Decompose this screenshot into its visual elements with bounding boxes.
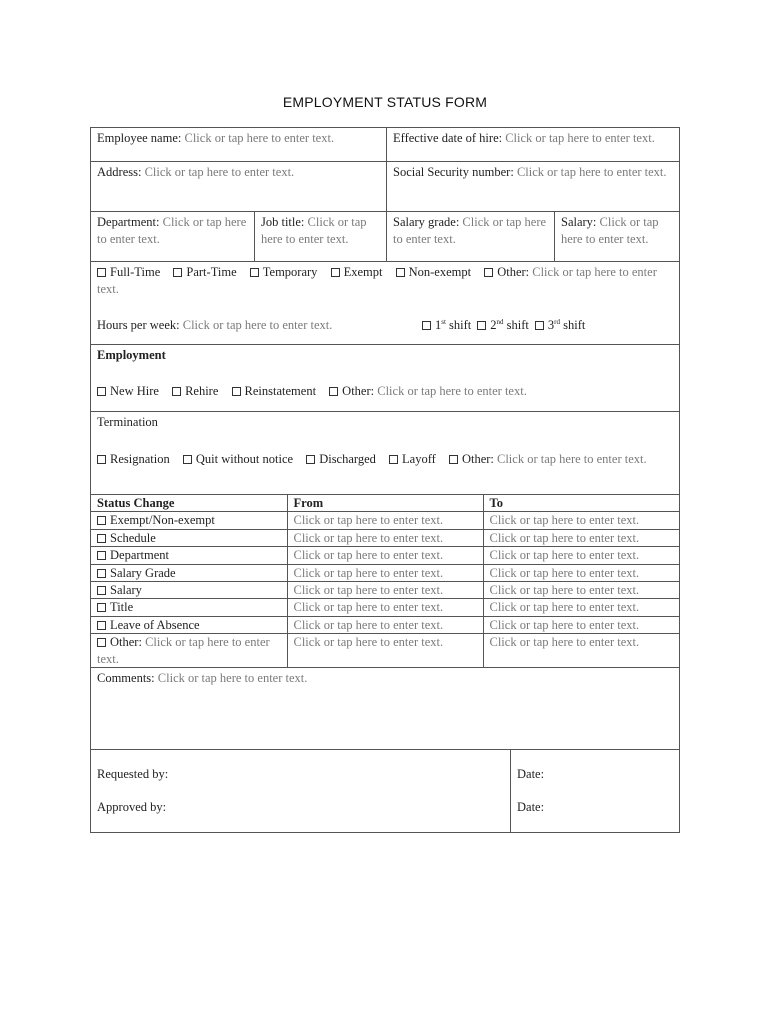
salary-grade-placeholder[interactable]: Click or tap here to enter text. bbox=[393, 215, 547, 246]
employee-name-field[interactable] bbox=[91, 128, 386, 161]
status-option[interactable]: Title bbox=[91, 599, 287, 616]
employment-heading: Employment bbox=[97, 348, 166, 362]
employment-options bbox=[91, 381, 679, 402]
salary-field[interactable] bbox=[554, 212, 679, 261]
exempt-option[interactable]: Exempt bbox=[331, 265, 383, 279]
checkbox[interactable] bbox=[97, 621, 106, 630]
salary-label: Salary: bbox=[561, 215, 597, 229]
row-dept-job-salary bbox=[91, 212, 679, 262]
status-change-table bbox=[91, 495, 679, 667]
layoff-option[interactable]: Layoff bbox=[389, 452, 436, 466]
from-placeholder[interactable]: Click or tap here to enter text. bbox=[287, 616, 483, 633]
checkbox[interactable] bbox=[97, 387, 106, 396]
ssn-field[interactable] bbox=[386, 162, 679, 211]
new-hire-option[interactable]: New Hire bbox=[97, 384, 159, 398]
status-option[interactable]: Leave of Absence bbox=[91, 616, 287, 633]
row-address-ssn bbox=[91, 162, 679, 212]
to-placeholder[interactable]: Click or tap here to enter text. bbox=[483, 547, 679, 564]
checkbox[interactable] bbox=[97, 569, 106, 578]
table-row bbox=[91, 599, 679, 616]
salary-grade-label: Salary grade: bbox=[393, 215, 460, 229]
status-option[interactable]: Department bbox=[91, 547, 287, 564]
address-placeholder[interactable]: Click or tap here to enter text. bbox=[144, 165, 295, 179]
approved-by-label[interactable]: Approved by: bbox=[97, 799, 167, 814]
to-placeholder[interactable]: Click or tap here to enter text. bbox=[483, 529, 679, 546]
row-comments bbox=[91, 668, 679, 750]
to-placeholder[interactable]: Click or tap here to enter text. bbox=[483, 512, 679, 529]
status-option[interactable]: Schedule bbox=[91, 529, 287, 546]
salary-placeholder[interactable]: Click or tap here to enter text. bbox=[561, 215, 659, 246]
checkbox[interactable] bbox=[396, 268, 405, 277]
checkbox[interactable] bbox=[422, 321, 431, 330]
checkbox[interactable] bbox=[97, 516, 106, 525]
department-label: Department: bbox=[97, 215, 160, 229]
checkbox[interactable] bbox=[449, 455, 458, 464]
approved-date-label[interactable]: Date: bbox=[517, 799, 545, 814]
from-placeholder[interactable]: Click or tap here to enter text. bbox=[287, 582, 483, 599]
employee-name-placeholder[interactable]: Click or tap here to enter text. bbox=[184, 131, 335, 145]
temporary-option[interactable]: Temporary bbox=[250, 265, 318, 279]
third-shift-option[interactable]: 3rd shift bbox=[535, 317, 585, 334]
non-exempt-option[interactable]: Non-exempt bbox=[396, 265, 471, 279]
effective-date-placeholder[interactable]: Click or tap here to enter text. bbox=[505, 131, 655, 145]
type-other-option[interactable]: Other: Click or tap here to enter text. bbox=[97, 265, 657, 296]
checkbox[interactable] bbox=[173, 268, 182, 277]
from-placeholder[interactable]: Click or tap here to enter text. bbox=[287, 512, 483, 529]
to-placeholder[interactable]: Click or tap here to enter text. bbox=[483, 582, 679, 599]
status-option[interactable]: Exempt/Non-exempt bbox=[91, 512, 287, 529]
to-placeholder[interactable]: Click or tap here to enter text. bbox=[483, 616, 679, 633]
checkbox[interactable] bbox=[232, 387, 241, 396]
full-time-option[interactable]: Full-Time bbox=[97, 265, 160, 279]
status-option[interactable]: Salary Grade bbox=[91, 564, 287, 581]
discharged-option[interactable]: Discharged bbox=[306, 452, 376, 466]
from-placeholder[interactable]: Click or tap here to enter text. bbox=[287, 564, 483, 581]
row-employment bbox=[91, 345, 679, 412]
checkbox[interactable] bbox=[484, 268, 493, 277]
comments-label: Comments: bbox=[97, 671, 155, 686]
table-row bbox=[91, 634, 679, 667]
termination-heading: Termination bbox=[97, 415, 158, 429]
row-signoff bbox=[91, 750, 679, 832]
checkbox[interactable] bbox=[97, 268, 106, 277]
table-row bbox=[91, 547, 679, 564]
to-placeholder[interactable]: Click or tap here to enter text. bbox=[483, 599, 679, 616]
table-header-row bbox=[91, 495, 679, 512]
checkbox[interactable] bbox=[97, 586, 106, 595]
requested-date-label[interactable]: Date: bbox=[517, 767, 545, 782]
status-other-placeholder[interactable]: Click or tap here to enter text. bbox=[97, 635, 270, 666]
checkbox[interactable] bbox=[172, 387, 181, 396]
page-title: EMPLOYMENT STATUS FORM bbox=[282, 94, 488, 110]
status-other-option[interactable]: Other: Click or tap here to enter text. bbox=[97, 635, 270, 666]
quit-option[interactable]: Quit without notice bbox=[183, 452, 293, 466]
employment-other-option[interactable]: Other: Click or tap here to enter text. bbox=[329, 384, 527, 398]
row-employment-type bbox=[91, 262, 679, 345]
department-placeholder[interactable]: Click or tap here to enter text. bbox=[97, 215, 247, 246]
effective-date-label: Effective date of hire: bbox=[393, 131, 503, 145]
job-title-field[interactable] bbox=[254, 212, 386, 261]
job-title-label: Job title: bbox=[261, 215, 305, 229]
row-termination bbox=[91, 412, 679, 495]
hours-label: Hours per week: bbox=[97, 318, 180, 332]
status-change-header: Status Change bbox=[91, 495, 287, 512]
to-header: To bbox=[483, 495, 679, 512]
checkbox[interactable] bbox=[477, 321, 486, 330]
checkbox[interactable] bbox=[97, 455, 106, 464]
table-row bbox=[91, 564, 679, 581]
table-row bbox=[91, 616, 679, 633]
reinstatement-option[interactable]: Reinstatement bbox=[232, 384, 317, 398]
from-header: From bbox=[287, 495, 483, 512]
salary-grade-field[interactable] bbox=[386, 212, 554, 261]
status-option[interactable]: Salary bbox=[91, 582, 287, 599]
checkbox[interactable] bbox=[331, 268, 340, 277]
employment-other-placeholder[interactable]: Click or tap here to enter text. bbox=[377, 383, 527, 398]
termination-other-placeholder[interactable]: Click or tap here to enter text. bbox=[497, 451, 647, 466]
requested-by-label[interactable]: Requested by: bbox=[97, 767, 169, 782]
to-placeholder[interactable]: Click or tap here to enter text. bbox=[483, 634, 679, 667]
checkbox[interactable] bbox=[183, 455, 192, 464]
resignation-option[interactable]: Resignation bbox=[97, 452, 170, 466]
checkbox[interactable] bbox=[250, 268, 259, 277]
checkbox[interactable] bbox=[97, 638, 106, 647]
row-name-date bbox=[91, 128, 679, 162]
part-time-option[interactable]: Part-Time bbox=[173, 265, 236, 279]
hours-placeholder[interactable]: Click or tap here to enter text. bbox=[182, 318, 333, 332]
rehire-option[interactable]: Rehire bbox=[172, 384, 218, 398]
hours-shift-line bbox=[91, 315, 679, 336]
address-field[interactable] bbox=[91, 162, 386, 211]
employment-status-form bbox=[90, 127, 680, 833]
signoff-names bbox=[91, 750, 510, 832]
employment-type-options bbox=[91, 262, 679, 299]
checkbox[interactable] bbox=[329, 387, 338, 396]
comments-placeholder[interactable]: Click or tap here to enter text. bbox=[157, 671, 308, 686]
to-placeholder[interactable]: Click or tap here to enter text. bbox=[483, 564, 679, 581]
from-placeholder[interactable]: Click or tap here to enter text. bbox=[287, 599, 483, 616]
checkbox[interactable] bbox=[389, 455, 398, 464]
ssn-placeholder[interactable]: Click or tap here to enter text. bbox=[516, 165, 667, 179]
table-row bbox=[91, 512, 679, 529]
checkbox[interactable] bbox=[97, 603, 106, 612]
termination-other-option[interactable]: Other: Click or tap here to enter text. bbox=[449, 452, 647, 466]
effective-date-field[interactable] bbox=[386, 128, 679, 161]
type-other-placeholder[interactable]: Click or tap here to enter text. bbox=[97, 265, 657, 296]
job-title-placeholder[interactable]: Click or tap here to enter text. bbox=[261, 215, 367, 246]
row-status-change bbox=[91, 495, 679, 668]
signoff-dates bbox=[510, 750, 679, 832]
from-placeholder[interactable]: Click or tap here to enter text. bbox=[287, 634, 483, 667]
checkbox[interactable] bbox=[97, 534, 106, 543]
address-label: Address: bbox=[97, 165, 142, 179]
department-field[interactable] bbox=[91, 212, 254, 261]
from-placeholder[interactable]: Click or tap here to enter text. bbox=[287, 529, 483, 546]
checkbox[interactable] bbox=[97, 551, 106, 560]
first-shift-option[interactable]: 1st shift bbox=[422, 317, 471, 334]
hours-per-week-field[interactable] bbox=[97, 317, 422, 334]
ssn-label: Social Security number: bbox=[393, 165, 514, 179]
termination-options bbox=[91, 449, 679, 470]
checkbox[interactable] bbox=[306, 455, 315, 464]
comments-field[interactable] bbox=[91, 668, 679, 689]
employee-name-label: Employee name: bbox=[97, 131, 182, 145]
table-row bbox=[91, 529, 679, 546]
checkbox[interactable] bbox=[535, 321, 544, 330]
table-row bbox=[91, 582, 679, 599]
from-placeholder[interactable]: Click or tap here to enter text. bbox=[287, 547, 483, 564]
second-shift-option[interactable]: 2nd shift bbox=[477, 317, 529, 334]
